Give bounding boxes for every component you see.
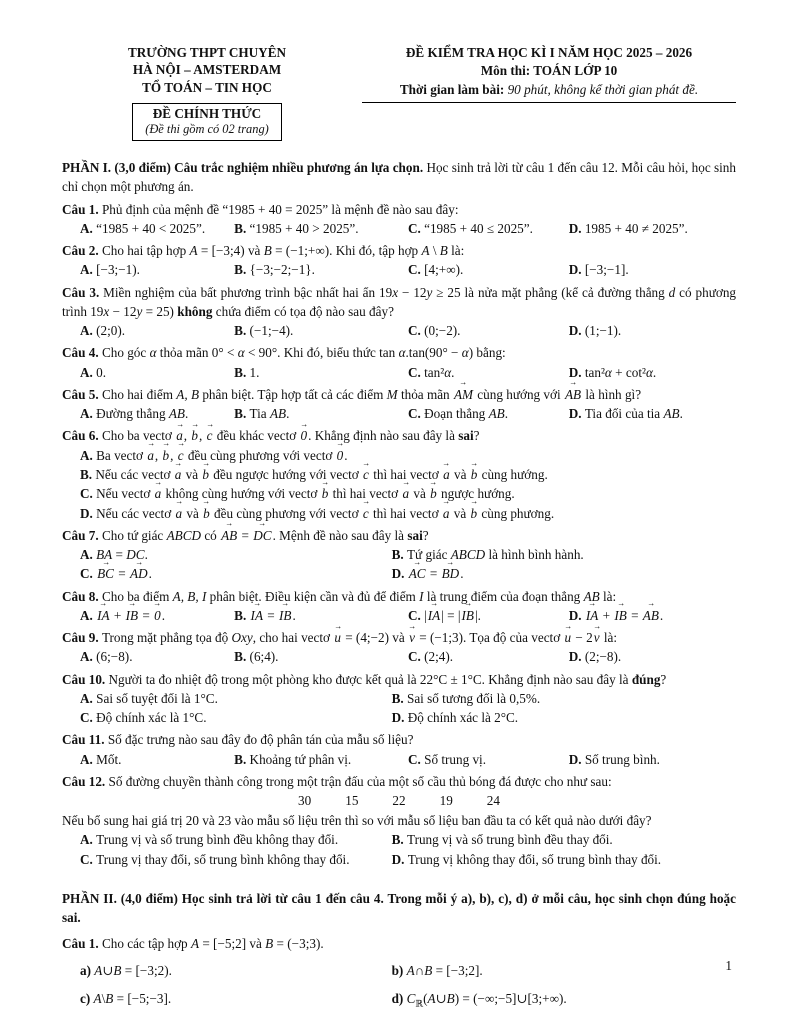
question [62,772,736,869]
vector: AD → [129,564,149,583]
math-text: B [265,936,274,952]
math-text: A [190,936,200,952]
exam-title-block [362,44,736,103]
math-text: A, B, I [172,588,207,604]
option-letter: C. [407,751,425,767]
math-text: Oxy [231,630,253,646]
option: D. (1;−1). [568,323,622,339]
official-exam-box [132,103,282,141]
data-values [62,791,736,811]
option-letter: B. [234,751,250,767]
option: a) A∪B = [−3;2). [80,963,172,979]
option-letter: A. [80,832,97,848]
math-text: α [461,345,469,361]
option-letter: C. [80,710,97,726]
option: B. (6;4). [234,649,279,665]
option-letter: D. [568,607,585,623]
option-letter: A. [80,751,97,767]
option-letter: C. [407,607,425,623]
vector: a → [175,426,184,445]
vector: v → [593,628,601,647]
math-text: AB [583,588,600,604]
option: c) A\B = [−5;−3]. [80,990,172,1006]
option: B. Nếu các vectơ a → và b → đều ngược hướng với vectơ c → thì hai vectơ a → và b → cùng hướng. [80,465,736,484]
option-letter: B. [391,832,407,848]
math-text: C [406,990,416,1006]
option: C. [4;+∞). [407,262,464,278]
data-value: 24 [486,793,500,809]
option: D. Nếu các vectơ a → và b → đều cùng phương với vectơ c → thì hai vectơ a → và b → cùng phương. [80,504,736,523]
option-letter: D. [568,262,585,278]
math-text: α [398,345,406,361]
vector: AB → [564,385,582,404]
math-text: sai [458,428,474,444]
option-letter: A. [80,364,97,380]
vector: c → [362,504,370,523]
vector: AB → [220,526,238,545]
official-exam-label: ĐỀ CHÍNH THỨC [152,106,262,122]
question [62,587,736,626]
option: D. IA → + IB → = AB →. [569,606,736,625]
option-letter: a) [80,963,95,979]
option-letter: d) [391,990,407,1006]
option: B. IA → = IB →. [234,606,408,625]
vector: a → [174,504,183,523]
vector: a → [154,484,163,503]
vector: b → [429,484,438,503]
question-stem: Câu 4. Cho góc α thỏa mãn 0° < α < 90°. Khi đó, biểu thức tan α.tan(90° − α) bằng: [62,345,506,361]
option: B. {−3;−2;−1}. [234,262,315,278]
question [62,343,736,382]
question [62,526,736,584]
math-text: α [149,345,157,361]
math-text: không [177,303,213,319]
vector: a → [442,465,451,484]
vector: AM → [453,385,474,404]
vector: c → [362,465,370,484]
data-value: 19 [439,793,453,809]
vector: IA → [585,606,599,625]
vector: IA → [96,606,110,625]
vector: 0 → [153,606,162,625]
option: A. Sai số tuyệt đối là 1°C. [80,690,218,706]
math-text: M [386,386,398,402]
vector: IA → [427,606,441,625]
header [62,44,736,141]
vector: b → [201,465,210,484]
option: C. Độ chính xác là 1°C. [80,710,207,726]
option: A. BA = DC. [80,547,148,563]
vector: IB → [461,606,475,625]
vector: c → [177,446,185,465]
exam-pages-note: (Đề thi gồm có 02 trang) [145,122,269,137]
vector: IB → [278,606,292,625]
part-2-heading [62,889,736,927]
option: C. (0;−2). [407,323,461,339]
math-text: A [421,243,430,259]
option-letter: C. [407,364,425,380]
options [62,545,736,584]
vector: b → [190,426,199,445]
math-text: ABCD [450,547,486,563]
math-text: BA [96,547,113,563]
math-text: B [105,990,114,1006]
question-stem: Câu 1. Phủ định của mệnh đề “1985 + 40 = 2025” là mệnh đề nào sau đây: [62,201,459,217]
math-text: DC [126,547,145,563]
question [62,385,736,424]
math-text: đúng [631,671,661,687]
option-letter: D. [391,566,408,582]
option: A. Đường thẳng AB. [80,406,189,422]
option: A. IA → + IB → = 0 →. [80,606,234,625]
question-stem: Câu 11. Số đặc trưng nào sau đây đo độ phân tán của mẫu số liệu? [62,732,414,748]
vector: v → [408,628,416,647]
option: D. 1985 + 40 ≠ 2025”. [568,220,688,236]
question-stem: Câu 3. Miền nghiệm của bất phương trình bậc nhất hai ẩn 19x − 12y ≥ 25 là nửa mặt phẳng (kể cả đường thẳng d có phương trình 19x − 12y = 25) không chứa điểm có tọa độ nào sau đây? [62,284,737,319]
question-label: Câu 10. [62,671,109,687]
question-label: Câu 11. [62,732,108,748]
option: C. Đoạn thẳng AB. [407,406,508,422]
options [62,446,736,523]
question [62,628,736,667]
math-text: x [392,284,399,300]
option-letter: A. [80,649,97,665]
options [62,219,736,238]
vector: IB → [125,606,139,625]
question [62,730,736,769]
question-stem: Câu 1. Cho các tập hợp A = [−5;2] và B = (−3;3). [62,936,324,952]
vector: a → [442,504,451,523]
question-label: Câu 3. [62,284,104,300]
option: B. Tia AB. [234,406,290,422]
part-1-question-list [62,200,736,869]
option-letter: B. [234,406,250,422]
option-letter: D. [568,406,585,422]
option: A. Mốt. [80,751,122,767]
vector: b → [162,446,171,465]
option: C. Nếu vectơ a → không cùng hướng với vectơ b → thì hai vectơ a → và b → ngược hướng. [80,484,736,503]
option: C. |IA →| = |IB →|. [408,606,569,625]
option-letter: B. [391,547,407,563]
question [62,283,736,341]
option-letter: D. [391,851,408,867]
math-text: B [439,243,448,259]
option-letter: C. [80,566,97,582]
math-text: B [424,963,433,979]
option-letter: C. [407,262,425,278]
part-2 [62,889,736,1011]
option-letter: B. [234,220,250,236]
question-stem: Câu 5. Cho hai điểm A, B phân biệt. Tập hợp tất cả các điểm M thỏa mãn AM → cùng hướng với AB → là hình gì? [62,385,736,404]
option: C. BC → = AD →. [80,564,392,583]
math-text: A [93,990,102,1006]
question-label: Câu 1. [62,201,102,217]
math-text: A [189,243,198,259]
math-text: AB [269,406,287,422]
option: B. 1. [234,364,260,380]
question-label: Câu 8. [62,588,102,604]
option-letter: C. [407,649,425,665]
vector: b → [321,484,330,503]
option-letter: C. [407,220,425,236]
option-letter: D. [568,649,585,665]
option: C. (2;4). [407,649,454,665]
option-letter: A. [80,447,97,463]
question [62,241,736,280]
part-1-heading [62,158,736,196]
options [62,953,736,1010]
option-letter: C. [407,323,425,339]
option-letter: A. [80,220,97,236]
vector: BC → [96,564,115,583]
options [62,647,736,666]
math-text: I [419,588,424,604]
option-letter: b) [391,963,407,979]
options [62,321,736,340]
math-text: A [94,963,103,979]
question-label: Câu 1. [62,936,102,952]
option: A. Trung vị và số trung bình đều không thay đổi. [80,832,339,848]
option: B. Khoảng tứ phân vị. [234,751,352,767]
option-letter: A. [80,323,97,339]
options [62,830,736,869]
vector: b → [470,504,479,523]
duration-value: 90 phút, không kể thời gian phát đề. [507,81,699,97]
math-text: y [136,303,143,319]
question-label: Câu 9. [62,630,102,646]
option-letter: B. [234,364,250,380]
subscript: ℝ [415,998,424,1009]
data-value: 30 [298,793,312,809]
school-name-line2: HÀ NỘI – AMSTERDAM [132,62,282,78]
option-letter: c) [80,990,94,1006]
math-text: A [406,963,415,979]
option: C. tan²α. [407,364,455,380]
vector: u → [564,628,573,647]
option: D. [−3;−1]. [568,262,629,278]
option: B. Trung vị và số trung bình đều thay đổi. [391,832,613,848]
option-letter: C. [407,406,425,422]
option: B. Sai số tương đối là 0,5%. [391,690,541,706]
option-letter: A. [80,547,97,563]
page-number: 1 [725,958,732,973]
options [62,363,736,382]
option-letter: B. [234,262,250,278]
vector: 0 → [336,446,345,465]
math-text: d [668,284,676,300]
question-note: Nếu bổ sung hai giá trị 20 và 23 vào mẫu số liệu trên thì so với mẫu số liệu ban đầu ta có kết quả nào dưới đây? [62,813,652,829]
option-letter: B. [234,607,250,623]
part-2-heading-bold: PHẦN II. (4,0 điểm) Học sinh trả lời từ câu 1 đến câu 4. Trong mỗi ý a), b), c), d) ở mỗi câu, học sinh chọn đúng hoặc sai. [62,890,736,925]
vector: AC → [408,564,427,583]
vector: IB → [613,606,627,625]
vector: 0 → [300,426,309,445]
option: D. Số trung bình. [568,751,660,767]
math-text: sai [407,527,423,543]
options [62,689,736,728]
option: b) A∩B = [−3;2]. [391,963,483,979]
question-stem: Câu 2. Cho hai tập hợp A = [−3;4) và B = (−1;+∞). Khi đó, tập hợp A \ B là: [62,243,465,259]
option: D. (2;−8). [568,649,622,665]
option: B. “1985 + 40 > 2025”. [234,220,359,236]
option: A. (6;−8). [80,649,133,665]
question-stem: Câu 8. Cho ba điểm A, B, I phân biệt. Điều kiện cần và đủ để điểm I là trung điểm của đoạn thẳng AB là: [62,588,617,604]
question-label: Câu 12. [62,773,109,789]
options [62,404,736,423]
exam-title: ĐỀ KIỂM TRA HỌC KÌ I NĂM HỌC 2025 – 2026 [405,45,693,60]
part-1-heading-rest: Học sinh trả lời từ câu 1 đến câu 12. Mỗi câu hỏi, học sinh chỉ chọn một phương án. [62,160,736,195]
question-stem: Câu 7. Cho tứ giác ABCD có AB → = DC →. Mệnh đề nào sau đây là sai? [62,526,736,545]
option: D. tan²α + cot²α. [568,364,657,380]
options [62,750,736,769]
options [62,606,736,625]
math-text: AB [663,406,680,422]
vector: IA → [250,606,264,625]
math-text: AB [168,406,185,422]
question-label: Câu 6. [62,428,102,444]
question-stem: Câu 12. Số đường chuyền thành công trong một trận đấu của một số cầu thủ bóng đá được cho như sau: [62,773,612,789]
option-letter: A. [80,690,97,706]
school-name-line1: TRƯỜNG THPT CHUYÊN [127,45,287,60]
option-letter: D. [568,364,585,380]
vector: u → [333,628,342,647]
vector: DC → [252,526,272,545]
option-letter: B. [234,649,250,665]
exam-subject: Môn thi: TOÁN LỚP 10 [480,63,618,79]
vector: a → [401,484,410,503]
question-label: Câu 7. [62,527,102,543]
option-letter: A. [80,262,97,278]
math-text: B [113,963,122,979]
option-letter: D. [391,710,408,726]
option: d) $C_ℝ(A\cup B)$ = (−∞;−5]∪[3;+∞). [391,990,567,1009]
question [62,670,736,728]
part-2-question-list [62,934,736,1011]
vector: b → [202,504,211,523]
option: A. 0. [80,364,107,380]
question-label: Câu 4. [62,345,102,361]
math-text: α [444,364,452,380]
math-text: α [645,364,653,380]
vector: c → [206,426,214,445]
option-letter: B. [80,467,96,482]
math-text: A [427,990,436,1006]
question-label: Câu 2. [62,243,102,259]
data-value: 22 [392,793,406,809]
option: B. Tứ giác ABCD là hình bình hành. [391,547,584,563]
option: A. [−3;−1). [80,262,140,278]
duration-label: Thời gian làm bài: [399,81,508,97]
question-stem: Câu 10. Người ta đo nhiệt độ trong một phòng kho được kết quả là 22°C ± 1°C. Khẳng định nào sau đây là đúng? [62,671,667,687]
math-text: y [426,284,433,300]
question [62,934,736,1011]
question [62,426,736,522]
math-text: AB [488,406,505,422]
option: C. Trung vị thay đổi, số trung bình không thay đổi. [80,851,350,867]
question-stem: Câu 6. Cho ba vectơ a →, b →, c → đều khác vectơ 0 →. Khẳng định nào sau đây là sai? [62,426,736,445]
option: A. (2;0). [80,323,126,339]
vector: a → [146,446,155,465]
part-1-heading-bold: PHẦN I. (3,0 điểm) Câu trắc nghiệm nhiều phương án lựa chọn. [62,160,424,176]
option-letter: D. [568,220,585,236]
option-letter: B. [234,323,250,339]
option-letter: C. [80,851,97,867]
option: D. Trung vị không thay đổi, số trung bình thay đổi. [391,851,662,867]
option-letter: D. [80,505,97,521]
exam-duration [362,81,736,103]
option: D. AC → = BD →. [392,564,736,583]
option-letter: A. [80,607,97,623]
math-text: A, B [176,386,200,402]
option: D. Tia đối của tia AB. [568,406,683,422]
option: A. “1985 + 40 < 2025”. [80,220,206,236]
question-label: Câu 5. [62,386,102,402]
option-letter: D. [568,323,585,339]
math-text: B [446,990,455,1006]
math-text: α [604,364,612,380]
option: D. Độ chính xác là 2°C. [391,710,519,726]
vector: b → [470,465,479,484]
department-line: TỔ TOÁN – TIN HỌC [142,79,272,95]
part-1 [62,158,736,869]
option: B. (−1;−4). [234,323,294,339]
option-letter: A. [80,406,97,422]
math-text: x [103,303,110,319]
option-letter: D. [568,751,585,767]
vector: AB → [642,606,660,625]
option: A. Ba vectơ a →, b →, c → đều cùng phương với vectơ 0 →. [80,446,736,465]
option-letter: B. [391,690,407,706]
option: C. “1985 + 40 ≤ 2025”. [407,220,533,236]
question [62,200,736,239]
vector: BD → [441,564,461,583]
vector: a → [174,465,183,484]
data-value: 15 [345,793,359,809]
option: C. Số trung vị. [407,751,487,767]
options [62,260,736,279]
option-letter: C. [80,486,97,502]
school-block [62,44,352,141]
math-text: α [237,345,245,361]
question-stem: Câu 9. Trong mặt phẳng tọa độ Oxy, cho hai vectơ u → = (4;−2) và v → = (−1;3). Tọa độ của vectơ u → − 2v → là: [62,628,736,647]
math-text: ABCD [166,527,202,543]
math-text: B [263,243,272,259]
